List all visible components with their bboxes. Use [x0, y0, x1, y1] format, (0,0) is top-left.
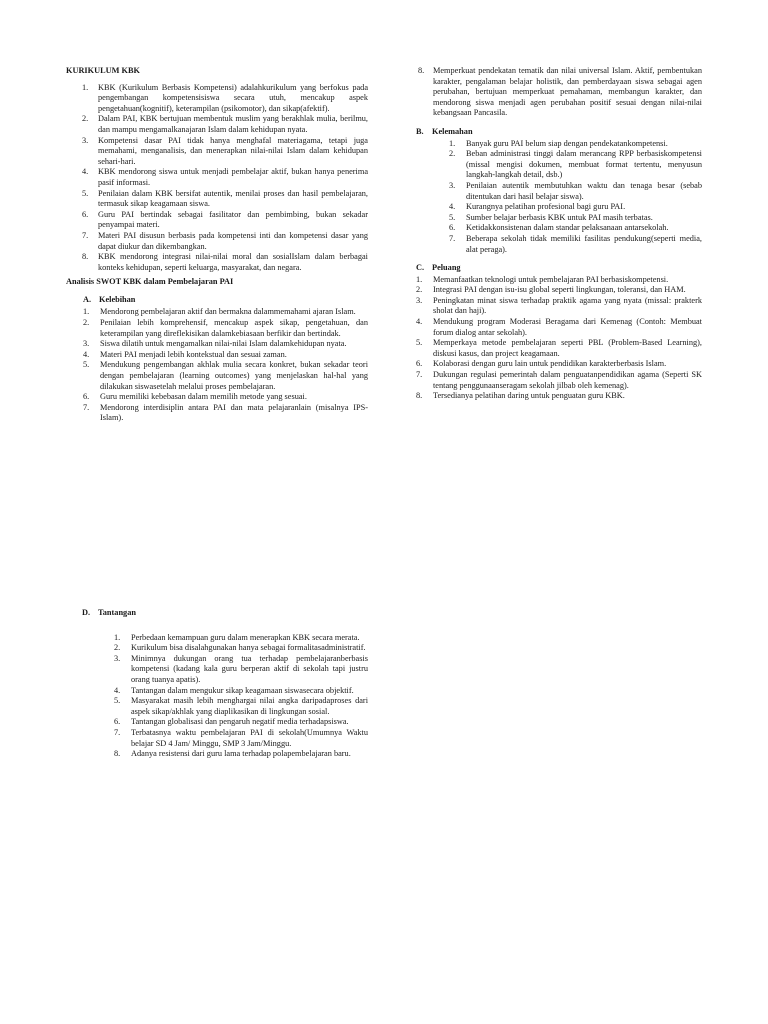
- section-label: Kelemahan: [432, 126, 473, 136]
- item-text: Adanya resistensi dari guru lama terhadap polapembelajaran baru.: [131, 749, 351, 759]
- list-item: [66, 231, 368, 252]
- section-letter: D.: [82, 608, 91, 617]
- list-item: [416, 234, 702, 255]
- item-number: 5.: [416, 338, 423, 348]
- kelebihan-list-continued: [416, 66, 702, 119]
- list-item: [66, 360, 368, 392]
- item-text: KBK mendorong siswa untuk menjadi pembelajar aktif, bukan hanya penerima pasif informasi.: [98, 167, 368, 187]
- list-item: [66, 136, 368, 168]
- item-number: 2.: [83, 318, 90, 328]
- tantangan-list: [82, 633, 368, 760]
- item-number: 3.: [114, 653, 121, 663]
- item-number: 7.: [82, 230, 89, 240]
- list-item: [66, 318, 368, 339]
- list-item: [416, 202, 702, 213]
- item-number: 8.: [416, 391, 423, 401]
- list-item: [66, 339, 368, 350]
- peluang-list: [416, 275, 702, 402]
- section-letter: A.: [83, 294, 92, 304]
- list-item: [416, 391, 702, 402]
- bottom-section: [82, 608, 368, 760]
- item-number: 1.: [82, 82, 89, 92]
- item-text: Memperkaya metode pembelajaran seperti PBL (Problem-Based Learning), diskusi kasus, dan project keagamaan.: [433, 338, 702, 358]
- list-item: [66, 392, 368, 403]
- item-number: 8.: [418, 66, 425, 75]
- item-text: Mendorong pembelajaran aktif dan bermakna dalammemahami ajaran Islam.: [100, 307, 356, 317]
- list-item: [66, 307, 368, 318]
- list-item: [82, 728, 368, 749]
- list-item: [416, 285, 702, 296]
- item-text: KBK (Kurikulum Berbasis Kompetensi) adalahkurikulum yang berfokus pada pengembangan kompetensisiswa secara utuh, mencakup aspek pengetahuan(kognitif), keterampilan (psikomotor), dan sikap(afektif).: [98, 82, 368, 113]
- item-text: Mendorong interdisiplin antara PAI dan mata pelajaranlain (misalnya IPS-Islam).: [100, 402, 368, 423]
- list-item: [416, 370, 702, 391]
- section-label: Kelebihan: [99, 294, 136, 304]
- item-text: Penilaian autentik membutuhkan waktu dan tenaga besar (sebab ditentukan dari hasil belajar siswa).: [466, 180, 702, 201]
- item-text: Masyarakat masih lebih menghargai nilai angka daripadaproses dari aspek sikap/akhlak yang diaplikasikan di lingkungan sosial.: [131, 696, 368, 716]
- list-item: [66, 252, 368, 273]
- item-text: Integrasi PAI dengan isu-isu global seperti lingkungan, toleransi, dan HAM.: [433, 285, 686, 295]
- item-text: Siswa dilatih untuk mengamalkan nilai-nilai Islam dalamkehidupan nyata.: [100, 339, 347, 349]
- left-column: [66, 66, 368, 424]
- item-text: Sumber belajar berbasis KBK untuk PAI masih terbatas.: [466, 212, 653, 222]
- item-number: 4.: [83, 349, 90, 359]
- item-number: 1.: [83, 307, 90, 317]
- list-item: [416, 223, 702, 234]
- item-text: Minimnya dukungan orang tua terhadap pembelajaranberbasis kompetensi (kadang kala guru berperan aktif di sekolah tapi justru orang tuanya apatis).: [131, 653, 368, 684]
- list-item: [82, 749, 368, 760]
- list-item: [416, 359, 702, 370]
- item-text: Tersedianya pelatihan daring untuk penguatan guru KBK.: [433, 391, 625, 401]
- item-number: 4.: [82, 167, 89, 177]
- item-text: KBK mendorong integrasi nilai-nilai moral dan sosialIslam dalam berbagai konteks kehidupan, seperti keluarga, masyarakat, dan negara.: [98, 252, 368, 272]
- list-item: [66, 114, 368, 135]
- list-item: [416, 213, 702, 224]
- list-item: [416, 181, 702, 202]
- list-item: [416, 338, 702, 359]
- item-text: Tantangan globalisasi dan pengaruh negatif media terhadapsiswa.: [131, 717, 349, 727]
- item-number: 3.: [83, 339, 90, 349]
- kbk-list: [66, 83, 368, 274]
- item-number: 6.: [416, 359, 423, 369]
- list-item: [66, 210, 368, 231]
- swot-title: Analisis SWOT KBK dalam Pembelajaran PAI: [66, 277, 234, 287]
- item-number: 8.: [114, 749, 121, 759]
- item-number: 8.: [82, 252, 89, 262]
- section-heading-kelebihan: [66, 295, 368, 306]
- kelemahan-list: [416, 139, 702, 256]
- item-text: Penilaian lebih komprehensif, mencakup aspek sikap, pengetahuan, dan keterampilan yang direflekisikan dalamkebiasaan berfikir dan bertindak.: [100, 318, 368, 338]
- item-number: 3.: [82, 135, 89, 145]
- item-number: 1.: [114, 632, 121, 642]
- item-text: Beban administrasi tinggi dalam merancang RPP berbasiskompetensi (missal mengisi dokumen, membuat format tertentu, menyusun langkah-langkah detail, dsb.): [466, 149, 702, 180]
- item-text: Kurangnya pelatihan profesional bagi guru PAI.: [466, 202, 626, 212]
- section-label: Tantangan: [98, 608, 136, 617]
- item-text: Perbedaan kemampuan guru dalam menerapkan KBK secara merata.: [131, 632, 360, 642]
- item-text: Mendukung pengembangan akhlak mulia secara konkret, bukan sekadar teori dengan pembelajaran (learning outcomes) yang menjelaskan hal-hal yang dilakukan siswasetelah melalui proses pembelajaran.: [100, 360, 368, 391]
- item-text: Terbatasnya waktu pembelajaran PAI di sekolah(Umumnya Waktu belajar SD 4 Jam/ Minggu, SMP 3 Jam/Minggu.: [131, 727, 368, 748]
- item-number: 6.: [114, 717, 121, 727]
- item-text: Ketidakkonsistenan dalam standar pelaksanaan antarsekolah.: [466, 223, 669, 233]
- kelebihan-list: [66, 307, 368, 424]
- list-item: [82, 717, 368, 728]
- item-text: Memanfaatkan teknologi untuk pembelajaran PAI berbasiskompetensi.: [433, 274, 669, 284]
- item-number: 6.: [83, 392, 90, 402]
- item-number: 7.: [416, 370, 423, 380]
- section-letter: C.: [416, 263, 425, 273]
- list-item: [416, 275, 702, 286]
- list-item: [82, 654, 368, 686]
- item-number: 5.: [114, 696, 121, 706]
- section-heading-kelemahan: [416, 127, 702, 138]
- item-number: 6.: [449, 223, 456, 233]
- list-item: [82, 686, 368, 697]
- item-text: Peningkatan minat siswa terhadap praktik agama yang nyata (missal: prakterk sholat dan haji).: [433, 295, 702, 316]
- item-text: Materi PAI menjadi lebih kontekstual dan sesuai zaman.: [100, 349, 287, 359]
- item-text: Memperkuat pendekatan tematik dan nilai universal Islam. Aktif, pembentukan karakter, pengalaman belajar holistik, dan pemberdayaan siswa sebagai agen perubahan, bertujuan memperkuat pemahaman, membangun karakter, dan mendorong siswa menjadi agen perubahan positif sesuai dengan nilai-nilai kebangsaan Pancasila.: [433, 66, 702, 118]
- item-number: 2.: [416, 285, 423, 295]
- list-item: [66, 83, 368, 115]
- item-number: 7.: [114, 727, 121, 737]
- item-number: 5.: [82, 188, 89, 198]
- item-number: 3.: [416, 295, 423, 305]
- item-number: 4.: [114, 685, 121, 695]
- list-item: [416, 149, 702, 181]
- item-text: Kompetensi dasar PAI tidak hanya menghafal materiagama, tetapi juga memahami, menganalisis, dan menerapkan nilai-nilai Islam dalam kehidupan sehari-hari.: [98, 135, 368, 166]
- item-number: 7.: [449, 233, 456, 243]
- list-item: [416, 317, 702, 338]
- item-text: Materi PAI disusun berbasis pada kompetensi inti dan kompetensi dasar yang dapat diukur dan dikembangkan.: [98, 230, 368, 251]
- item-text: Banyak guru PAI belum siap dengan pendekatankompetensi.: [466, 138, 668, 148]
- item-text: Kolaborasi dengan guru lain untuk pendidikan karakterberbasis Islam.: [433, 359, 667, 369]
- item-number: 1.: [416, 274, 423, 284]
- item-number: 4.: [416, 317, 423, 327]
- item-text: Guru PAI bertindak sebagai fasilitator dan pembimbing, bukan sekadar penyampai materi.: [98, 209, 368, 230]
- item-number: 3.: [449, 180, 456, 190]
- item-text: Guru memiliki kebebasan dalam memilih metode yang sesuai.: [100, 392, 307, 402]
- list-item: [66, 167, 368, 188]
- item-number: 2.: [82, 114, 89, 124]
- section-heading-peluang: [416, 263, 702, 274]
- list-item: [82, 696, 368, 717]
- item-text: Mendukung program Moderasi Beragama dari Kemenag (Contoh: Membuat forum dialog antar sekolah).: [433, 317, 702, 337]
- item-text: Kurikulum bisa disalahgunakan hanya sebagai formalitasadministratif.: [131, 643, 366, 653]
- list-item: [82, 633, 368, 644]
- section-label: Peluang: [432, 263, 461, 273]
- item-number: 7.: [83, 402, 90, 412]
- item-number: 2.: [449, 149, 456, 159]
- item-number: 5.: [449, 212, 456, 222]
- section-heading-tantangan: [82, 608, 368, 619]
- item-number: 6.: [82, 209, 89, 219]
- item-text: Dalam PAI, KBK bertujuan membentuk muslim yang berakhlak mulia, berilmu, dan mampu mengamalkanajaran Islam dalam kehidupan nyata.: [98, 114, 368, 134]
- list-item: [416, 66, 702, 119]
- list-item: [416, 139, 702, 150]
- item-number: 4.: [449, 202, 456, 212]
- item-number: 1.: [449, 138, 456, 148]
- list-item: [66, 189, 368, 210]
- section-letter: B.: [416, 126, 424, 136]
- item-text: Tantangan dalam mengukur sikap keagamaan siswasecara objektif.: [131, 685, 354, 695]
- right-column: [416, 66, 702, 402]
- item-number: 2.: [114, 643, 121, 653]
- list-item: [66, 403, 368, 424]
- item-text: Penilaian dalam KBK bersifat autentik, menilai proses dan hasil pembelajaran, termasuk sikap keagamaan siswa.: [98, 188, 368, 209]
- list-item: [66, 350, 368, 361]
- list-item: [416, 296, 702, 317]
- kbk-title: KURIKULUM KBK: [66, 66, 140, 75]
- list-item: [82, 643, 368, 654]
- item-text: Dukungan regulasi pemerintah dalam penguatanpendidikan agama (Seperti SK tentang penggunaanseragam sekolah jilbab oleh kemenag).: [433, 370, 702, 390]
- item-number: 5.: [83, 360, 90, 370]
- item-text: Beberapa sekolah tidak memiliki fasilitas pendukung(seperti media, alat peraga).: [466, 233, 702, 254]
